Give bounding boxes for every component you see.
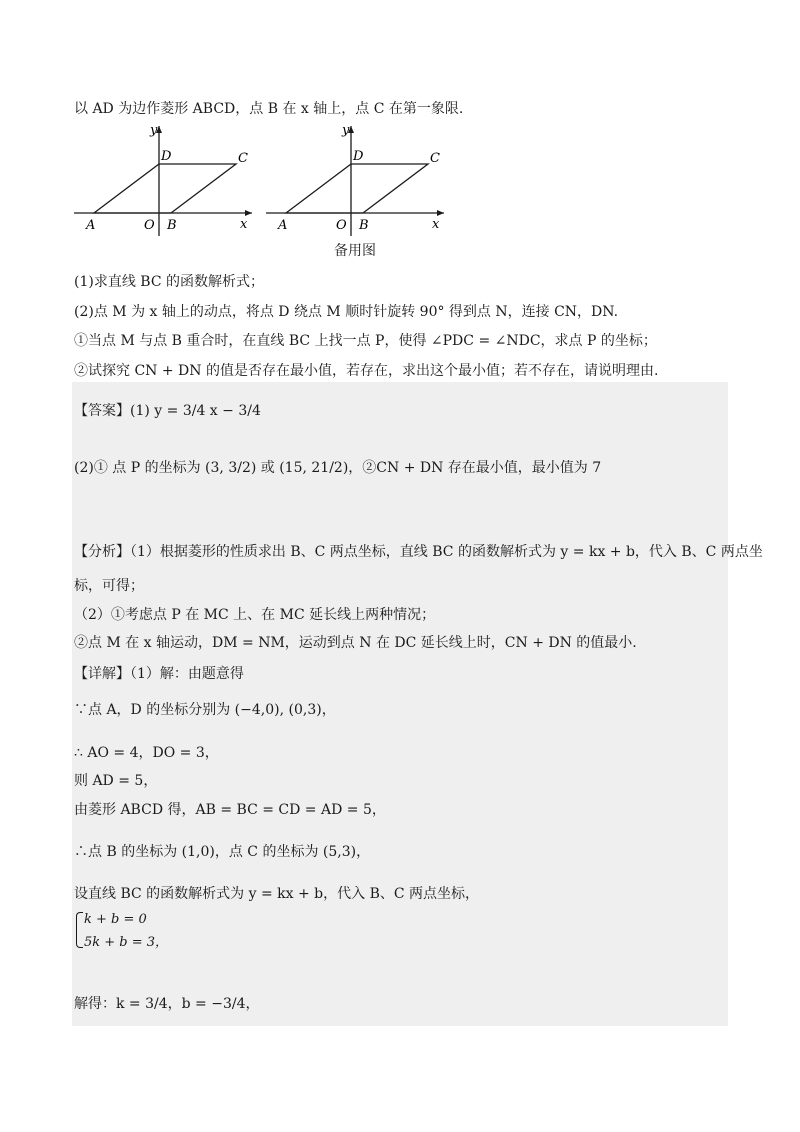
rhombus-figure-1 (74, 118, 264, 238)
question-part1: (1)求直线 BC 的函数解析式； (74, 274, 264, 290)
point-b-label: B (359, 218, 369, 233)
y-axis-label: y (150, 123, 158, 138)
point-c-label: C (238, 151, 248, 166)
equation-brace (76, 912, 83, 948)
point-d-label: D (353, 149, 364, 164)
question-part2-1: ①当点 M 与点 B 重合时，在直线 BC 上找一点 P，使得 ∠PDC = ∠NDC，求点 P 的坐标； (74, 333, 657, 349)
rhombus-figure-2 (266, 118, 456, 238)
question-part2-2: ②试探究 CN + DN 的值是否存在最小值，若存在，求出这个最小值；若不存在，请说明理由. (74, 363, 659, 379)
detail-line-6: ∴点 B 的坐标为 (1,0)，点 C 的坐标为 (5,3)， (74, 844, 371, 860)
point-c-label: C (430, 151, 440, 166)
answer-line-1: 【答案】(1) y = 3/4 x − 3/4 (74, 403, 261, 419)
detail-line-3: ∴ AO = 4，DO = 3， (74, 745, 219, 761)
point-o-label: O (336, 218, 347, 233)
equation-1: k + b = 0 (84, 912, 147, 927)
x-axis-label: x (432, 217, 440, 232)
point-d-label: D (161, 149, 172, 164)
x-axis-label: x (240, 217, 248, 232)
analysis-line-3: （2）①考虑点 P 在 MC 上、在 MC 延长线上两种情况； (74, 607, 436, 623)
figure-caption: 备用图 (334, 243, 376, 259)
equation-2: 5k + b = 3， (84, 935, 169, 950)
question-part2: (2)点 M 为 x 轴上的动点，将点 D 绕点 M 顺时针旋转 90° 得到点 N，连接 CN，DN. (74, 304, 619, 320)
analysis-line-4: ②点 M 在 x 轴运动，DM = NM，运动到点 N 在 DC 延长线上时，CN + DN 的值最小. (74, 635, 637, 651)
analysis-line-1: 【分析】（1）根据菱形的性质求出 B、C 两点坐标，直线 BC 的函数解析式为 y = kx + b，代入 B、C 两点坐 (74, 544, 763, 560)
question-intro: 以 AD 为边作菱形 ABCD，点 B 在 x 轴上，点 C 在第一象限. (74, 101, 464, 117)
detail-line-2: ∵点 A，D 的坐标分别为 (−4,0), (0,3)， (74, 702, 336, 718)
point-o-label: O (144, 218, 155, 233)
point-b-label: B (167, 218, 177, 233)
detail-line-1: 【详解】（1）解：由题意得 (74, 666, 244, 682)
point-a-label: A (278, 218, 288, 233)
point-a-label: A (86, 218, 96, 233)
analysis-line-2: 标，可得； (74, 578, 144, 594)
detail-line-4: 则 AD = 5， (74, 773, 158, 789)
y-axis-label: y (342, 123, 350, 138)
detail-line-8: 解得：k = 3/4，b = −3/4， (74, 996, 260, 1012)
answer-line-2: (2)① 点 P 的坐标为 (3, 3/2) 或 (15, 21/2)，②CN + DN 存在最小值，最小值为 7 (74, 460, 602, 476)
detail-line-7: 设直线 BC 的函数解析式为 y = kx + b，代入 B、C 两点坐标， (74, 886, 480, 902)
detail-line-5: 由菱形 ABCD 得，AB = BC = CD = AD = 5， (74, 802, 386, 818)
